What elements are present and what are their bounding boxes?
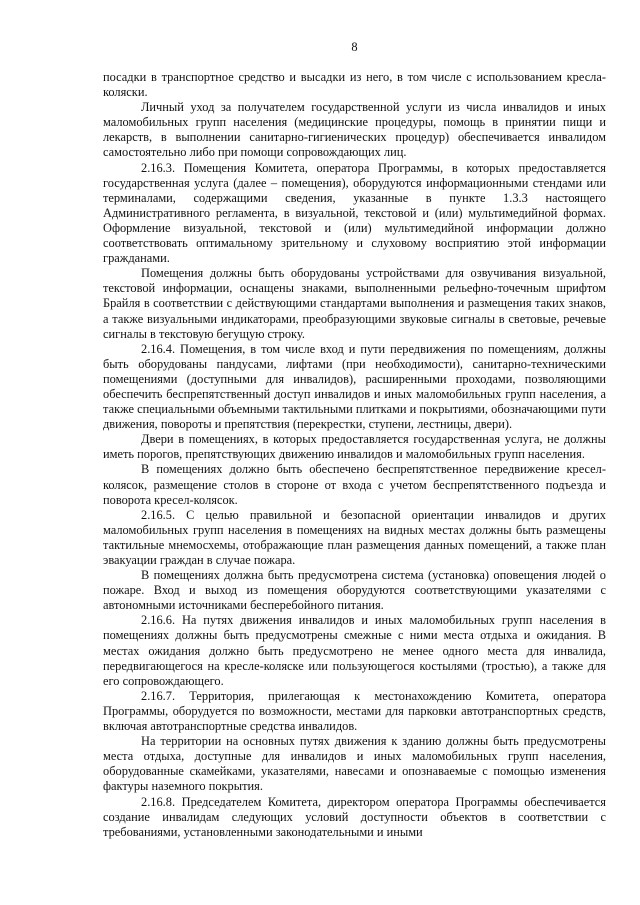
paragraph-2-16-5: 2.16.5. С целью правильной и безопасной ориентации инвалидов и других маломобильных групп населения в помещениях на видных местах должны быть размещены тактильные мнемосхемы, отображающие план размещения данных помещений, а также план эвакуации граждан в случае пожара. xyxy=(103,507,606,567)
document-page xyxy=(103,40,606,840)
paragraph-2-16-3: 2.16.3. Помещения Комитета, оператора Программы, в которых предоставляется государственная услуга (далее – помещения), оборудуются информационными стендами или терминалами, содержащими сведения, указанные в пункте 1.3.3 настоящего Административного регламента, в визуальной, текстовой и (или) мультимедийной формах. Оформление визуальной, текстовой и (или) мультимедийной информации должно соответствовать оптимальному зрительному и слуховому восприятию этой информации гражданами. xyxy=(103,160,606,266)
paragraph-wheelchair-movement: В помещениях должно быть обеспечено беспрепятственное передвижение кресел-колясок, размещение столов в стороне от входа с учетом беспрепятственного подъезда и поворота кресел-колясок. xyxy=(103,462,606,507)
paragraph-braille-equipment: Помещения должны быть оборудованы устройствами для озвучивания визуальной, текстовой информации, оснащены знаками, выполненными рельефно-точечным шрифтом Брайля в соответствии с действующими стандартами выполнения и размещения таких знаков, а также визуальными индикаторами, преобразующими звуковые сигналы в световые, речевые сигналы в текстовую бегущую строку. xyxy=(103,266,606,341)
paragraph-2-16-4: 2.16.4. Помещения, в том числе вход и пути передвижения по помещениям, должны быть оборудованы пандусами, лифтами (при необходимости), санитарно-техническими помещениями (доступными для инвалидов), расширенными проходами, позволяющими обеспечить беспрепятственный доступ инвалидов и иных маломобильных групп населения, а также специальными объемными тактильными плитками и покрытиями, обозначающими пути движения, повороты и препятствия (перекрестки, ступени, лестницы, двери). xyxy=(103,341,606,432)
paragraph-territory-rest-places: На территории на основных путях движения к зданию должны быть предусмотрены места отдыха, доступные для инвалидов и иных маломобильных групп населения, оборудованные скамейками, указателями, навесами и опознаваемые с помощью изменения фактуры наземного покрытия. xyxy=(103,734,606,794)
paragraph-doors: Двери в помещениях, в которых предоставляется государственная услуга, не должны иметь порогов, препятствующих движению инвалидов и маломобильных групп населения. xyxy=(103,432,606,462)
paragraph-personal-care: Личный уход за получателем государственной услуги из числа инвалидов и иных маломобильных групп населения (медицинские процедуры, помощь в принятии пищи и лекарств, в выполнении санитарно-гигиенических процедур) обеспечивается инвалидом самостоятельно либо при помощи сопровождающих лиц. xyxy=(103,100,606,160)
paragraph-2-16-6: 2.16.6. На путях движения инвалидов и иных маломобильных групп населения в помещениях должны быть предусмотрены смежные с ними места отдыха и ожидания. В местах ожидания должно быть предусмотрено не менее одного места для инвалида, передвигающегося на кресле-коляске или пользующегося костылями (тростью), а также для его сопровождающего. xyxy=(103,613,606,688)
paragraph-2-16-7: 2.16.7. Территория, прилегающая к местонахождению Комитета, оператора Программы, оборудуется по возможности, местами для парковки автотранспортных средств, включая автотранспортные средства инвалидов. xyxy=(103,688,606,734)
paragraph-fire-alert: В помещениях должна быть предусмотрена система (установка) оповещения людей о пожаре. Вход и выход из помещения оборудуются соответствующими указателями с автономными источниками бесперебойного питания. xyxy=(103,568,606,613)
page-number: 8 xyxy=(351,40,358,54)
paragraph-2-16-8: 2.16.8. Председателем Комитета, директором оператора Программы обеспечивается создание инвалидам следующих условий доступности объектов в соответствии с требованиями, установленными законодательными и иными xyxy=(103,794,606,839)
paragraph-continuation: посадки в транспортное средство и высадки из него, в том числе с использованием кресла-коляски. xyxy=(103,70,606,100)
